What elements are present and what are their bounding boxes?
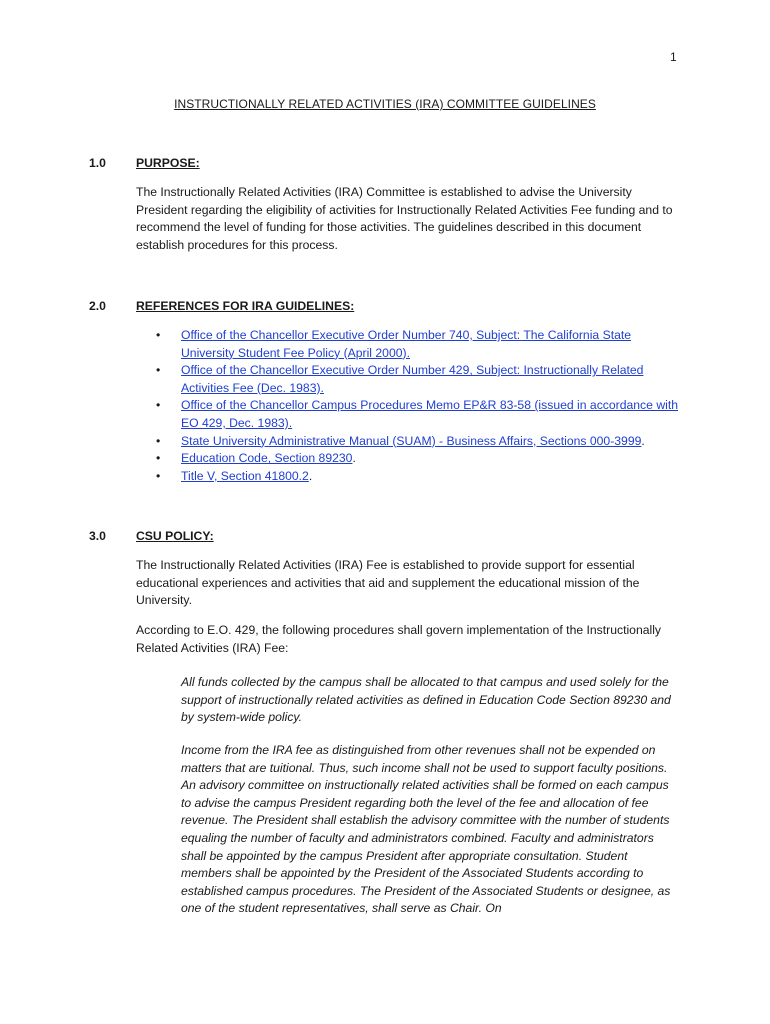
section-1-number: 1.0 — [89, 156, 106, 170]
bullet-icon: • — [156, 328, 161, 342]
reference-item — [136, 468, 684, 486]
purpose-paragraph: The Instructionally Related Activities (IRA) Committee is established to advise the University President regarding the eligibility of activities for Instructionally Related Activities Fee funding and to recommend the level of funding for those activities. The guidelines described in this document establish procedures for this process. — [136, 185, 673, 252]
references-list — [136, 327, 684, 485]
reference-item — [136, 397, 684, 432]
bullet-icon: • — [156, 363, 161, 378]
section-2-number: 2.0 — [89, 299, 106, 313]
csu-policy-paragraph-1: The Instructionally Related Activities (IRA) Fee is established to provide support for essential educational experiences and activities that aid and supplement the educational mission of the University. — [136, 558, 640, 608]
section-2-heading: REFERENCES FOR IRA GUIDELINES: — [136, 299, 355, 313]
policy-quote-1: All funds collected by the campus shall be allocated to that campus and used solely for the support of instructionally related activities as defined in Education Code Section 89230 and by system-wide policy. — [181, 675, 671, 725]
reference-link[interactable]: Office of the Chancellor Campus Procedures Memo EP&R 83-58 (issued in accordance with EO 429, Dec. 1983). — [181, 398, 678, 430]
reference-item — [136, 362, 684, 397]
reference-link[interactable]: Office of the Chancellor Executive Order Number 740, Subject: The California State University Student Fee Policy (April 2000). — [181, 328, 632, 360]
reference-link[interactable]: Office of the Chancellor Executive Order Number 429, Subject: Instructionally Related Activities Fee (Dec. 1983). — [181, 363, 644, 395]
reference-item — [136, 327, 684, 362]
reference-item — [136, 433, 684, 451]
section-1-heading: PURPOSE: — [136, 156, 200, 170]
reference-link[interactable]: Title V, Section 41800.2 — [181, 468, 309, 483]
bullet-icon: • — [156, 398, 161, 413]
document-title: INSTRUCTIONALLY RELATED ACTIVITIES (IRA) COMMITTEE GUIDELINES — [174, 97, 596, 111]
reference-item — [136, 450, 684, 468]
bullet-icon: • — [156, 468, 161, 483]
bullet-icon: • — [156, 451, 161, 466]
reference-suffix: . — [308, 468, 313, 483]
bullet-icon: • — [156, 433, 161, 448]
reference-link[interactable]: State University Administrative Manual (SUAM) - Business Affairs, Sections 000-3999 — [181, 433, 642, 448]
reference-suffix: . — [641, 433, 645, 448]
page-number: 1 — [670, 50, 677, 64]
policy-quote-2: Income from the IRA fee as distinguished from other revenues shall not be expended on matters that are tuitional. Thus, such income shall not be used to support faculty positions. An advisory committee on instructionally related activities shall be formed on each campus to advise the campus President regarding both the level of the fee and allocation of fee revenue. The President shall establish the advisory committee with the number of students equaling the number of faculty and administrators combined. Faculty and administrators shall be appointed by the campus President after appropriate consultation. Student members shall be appointed by the President of the Associated Students according to established campus procedures. The President of the Associated Students or designee, as one of the student representatives, shall serve as Chair. On — [181, 743, 671, 916]
reference-suffix: . — [352, 451, 356, 466]
section-3-heading: CSU POLICY: — [136, 529, 214, 543]
section-3-number: 3.0 — [89, 529, 106, 543]
reference-link[interactable]: Education Code, Section 89230 — [181, 451, 353, 466]
csu-policy-paragraph-2: According to E.O. 429, the following procedures shall govern implementation of the Instructionally Related Activities (IRA) Fee: — [136, 623, 662, 655]
